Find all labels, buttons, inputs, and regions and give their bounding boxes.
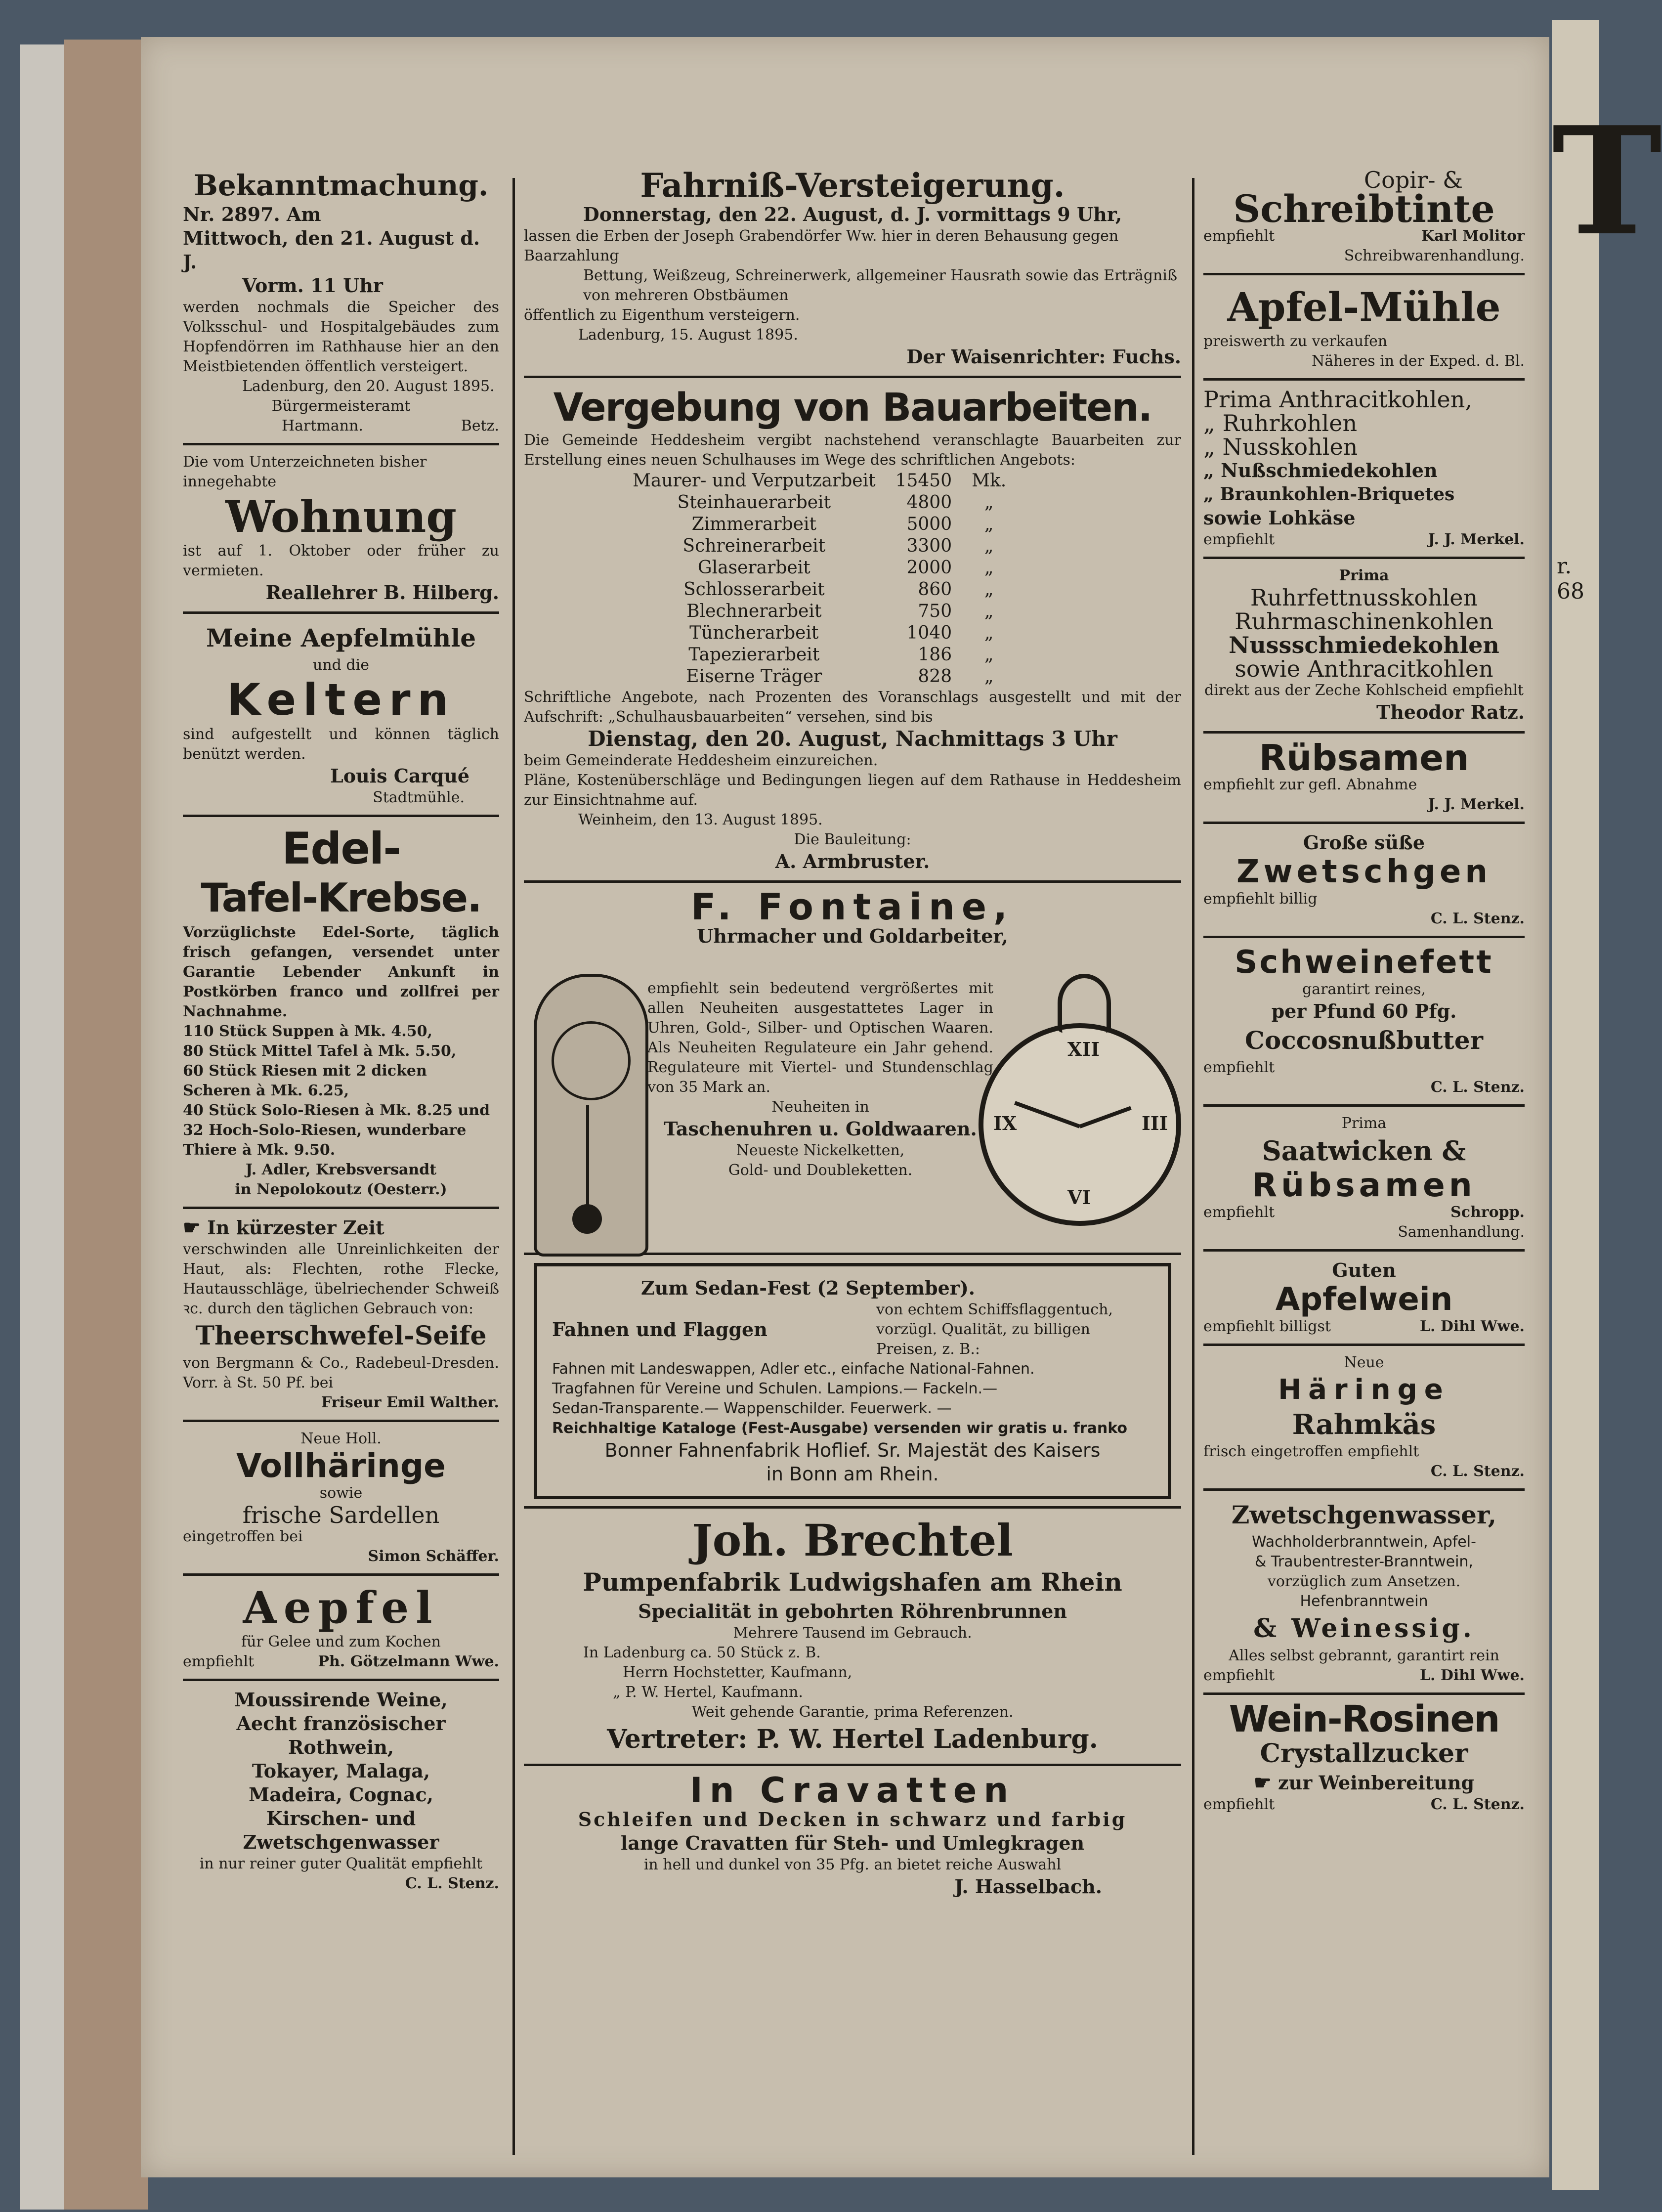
ad-line: „ P. W. Hertel, Kaufmann. <box>613 1684 803 1701</box>
cost-name: Glaserarbeit <box>697 558 810 578</box>
ad-line: eingetroffen bei <box>183 1528 303 1545</box>
divider <box>183 443 499 445</box>
ad-keltern <box>183 621 499 808</box>
ad-line: Wachholderbranntwein, Apfel- <box>1252 1533 1476 1551</box>
cost-unit: „ <box>984 536 994 556</box>
ad-title: Meine Aepfelmühle <box>206 623 476 652</box>
pointing-hand-icon: ☛ <box>1253 1771 1272 1794</box>
ad-subtitle: Pumpenfabrik Ludwigshafen am Rhein <box>583 1567 1122 1597</box>
ad-ruebsamen <box>1203 737 1525 815</box>
divider <box>524 1764 1181 1766</box>
cost-name: Maurer- und Verputzarbeit <box>633 471 876 491</box>
ad-line: per Pfund 60 Pfg. <box>1271 1000 1457 1022</box>
cost-unit: „ <box>984 666 994 687</box>
facing-page-letter: T <box>1552 94 1662 268</box>
column-2 <box>524 168 1181 1899</box>
ad-title: Tafel-Krebse. <box>201 875 481 921</box>
cost-name: Steinhauerarbeit <box>677 492 831 513</box>
ad-title: F. Fontaine, <box>690 886 1015 928</box>
ad-sign: in Nepolokoutz (Oesterr.) <box>235 1181 447 1198</box>
divider <box>524 376 1181 378</box>
ad-wohnung <box>183 452 499 605</box>
cost-unit: „ <box>984 601 994 621</box>
ad-fahrniss <box>524 168 1181 369</box>
ad-line: von echtem Schiffsflaggentuch, vorzügl. Qualität, zu billigen Preisen, z. B.: <box>876 1301 1113 1358</box>
ad-line: Moussirende Weine, <box>234 1689 448 1711</box>
ad-body: verschwinden alle Unreinlichkeiten der Haut, als: Flechten, rothe Flecke, Hautausschläge, übelriechender Schweiß ꝛc. durch den täglichen Gebrauch von: <box>183 1241 499 1317</box>
divider <box>1203 1249 1525 1252</box>
ad-sign: L. Dihl Wwe. <box>1419 1667 1525 1684</box>
ad-line: In Ladenburg ca. 50 Stück z. B. <box>583 1644 821 1661</box>
page-edge-stack <box>64 40 148 2210</box>
ad-line: Fahnen und Flaggen <box>552 1318 767 1341</box>
cost-row <box>633 622 1026 644</box>
ad-line: Saatwicken & <box>1262 1135 1466 1167</box>
cost-row <box>633 535 1026 557</box>
ad-line: lange Cravatten für Steh- und Umlegkragen <box>620 1832 1085 1854</box>
cost-value: 860 <box>918 579 952 600</box>
page-edge <box>20 44 64 2210</box>
divider <box>183 1573 499 1576</box>
ad-title: Vergebung von Bauarbeiten. <box>553 386 1152 430</box>
ad-line: Coccosnußbutter <box>1245 1026 1483 1055</box>
ad-sign: Karl Molitor <box>1421 227 1525 245</box>
watch-numeral: XII <box>1067 1038 1100 1060</box>
ad-fahnen <box>534 1263 1171 1499</box>
ad-zwetschgen <box>1203 831 1525 929</box>
ad-line: empfiehlt <box>1203 531 1275 548</box>
ad-krebse <box>183 824 499 1200</box>
ad-sign: J. Adler, Krebsversandt <box>245 1161 437 1178</box>
ad-body: sind aufgestellt und können täglich benützt werden. <box>183 726 499 763</box>
ad-vollhaeringe <box>183 1429 499 1566</box>
ad-title: Häringe <box>1278 1374 1450 1406</box>
divider <box>524 1506 1181 1509</box>
ad-line: Ruhrmaschinenkohlen <box>1235 608 1493 635</box>
ad-line: Prima <box>1341 1115 1387 1132</box>
ad-line: Crystallzucker <box>1260 1738 1468 1769</box>
ad-line: Herrn Hochstetter, Kaufmann, <box>623 1664 852 1681</box>
ad-title: Apfelwein <box>1275 1281 1453 1318</box>
ad-line: Copir- & <box>1364 167 1463 193</box>
divider <box>1203 1344 1525 1346</box>
divider <box>1203 557 1525 559</box>
ad-sign: C. L. Stenz. <box>1430 910 1525 927</box>
ad-schweinefett <box>1203 945 1525 1097</box>
column-rule-1 <box>512 178 515 2155</box>
ad-subtitle: Uhrmacher und Goldarbeiter, <box>697 925 1008 947</box>
cost-unit: „ <box>984 623 994 643</box>
ad-weinrosinen <box>1203 1698 1525 1815</box>
price-line: 60 Stück Riesen mit 2 dicken Scheren à Mk. 6.25, <box>183 1062 427 1099</box>
ad-line: Madeira, Cognac, <box>249 1783 433 1806</box>
ad-body: Vorzüglichste Edel-Sorte, täglich frisch gefangen, versendet unter Garantie Lebender Ankunft in Postkörben franco und zollfrei per Nachnahme. <box>183 924 499 1020</box>
price-line: 110 Stück Suppen à Mk. 4.50, <box>183 1023 432 1040</box>
ad-sign: Der Waisenrichter: Fuchs. <box>906 346 1181 368</box>
ad-sign: Schropp. <box>1450 1204 1525 1221</box>
ad-sign: Stadtmühle. <box>373 789 465 806</box>
ad-sign: Reallehrer B. Hilberg. <box>265 581 499 604</box>
ad-line: Reichhaltige Kataloge (Fest-Ausgabe) versenden wir gratis u. franko <box>552 1420 1127 1437</box>
cost-value: 750 <box>918 601 952 621</box>
ad-sign: Die Bauleitung: <box>794 831 911 848</box>
cost-value: 3300 <box>906 536 952 556</box>
ad-line: Aecht französischer Rothwein, <box>236 1712 446 1758</box>
ad-date: Ladenburg, 15. August 1895. <box>578 326 798 344</box>
ad-line: frisch eingetroffen empfiehlt <box>1203 1443 1419 1460</box>
ad-line: Nussschmiedekohlen <box>1229 632 1499 658</box>
ad-sign: J. J. Merkel. <box>1428 796 1525 813</box>
ad-sign: Hartmann. <box>282 417 363 434</box>
ad-title: Aepfel <box>243 1582 439 1633</box>
ad-date: Ladenburg, den 20. August 1895. <box>242 378 495 395</box>
ad-line: Kirschen- und <box>266 1807 416 1829</box>
ad-line: direkt aus der Zeche Kohlscheid empfiehlt <box>1204 682 1524 699</box>
ad-line: Guten <box>1332 1259 1396 1281</box>
ad-line: „ Ruhrkohlen <box>1203 410 1358 436</box>
ad-line: Sedan-Transparente.— Wappenschilder. Feuerwerk. — <box>552 1400 952 1417</box>
ad-line: Näheres in der Exped. d. Bl. <box>1311 352 1525 370</box>
divider <box>183 1207 499 1209</box>
cost-unit: „ <box>984 579 994 600</box>
ad-line: Weit gehende Garantie, prima Referenzen. <box>691 1703 1014 1721</box>
ad-line: frische Sardellen <box>242 1502 440 1528</box>
divider <box>183 1679 499 1681</box>
ad-line: garantirt reines, <box>1302 981 1426 998</box>
cost-value: 4800 <box>906 492 952 513</box>
ad-line: „ Nusskohlen <box>1203 434 1358 460</box>
column-rule-2 <box>1192 178 1194 2155</box>
ad-sign: Bürgermeisteramt <box>271 397 411 415</box>
ad-body: werden nochmals die Speicher des Volksschul- und Hospitalgebäudes zum Hopfendörren im Rathhause hier an den Meistbietenden öffentlich versteigert. <box>183 299 499 375</box>
ad-line: Bonner Fahnenfabrik Hoflief. Sr. Majestät des Kaisers <box>604 1439 1101 1461</box>
ad-body: von Bergmann & Co., Radebeul-Dresden. Vorr. à St. 50 Pf. bei <box>183 1354 499 1391</box>
ad-sign: Vertreter: P. W. Hertel Ladenburg. <box>607 1724 1098 1754</box>
ad-body: empfiehlt sein bedeutend vergrößertes mit allen Neuheiten ausgestattetes Lager in Uhren, Gold-, Silber- und Optischen Waaren. Als Neuheiten Regulateure ein Jahr gehend. Regulateure mit Viertel- und Stundenschlag von 35 Mark an. <box>647 980 993 1096</box>
ad-line: Fahnen mit Landeswappen, Adler etc., einfache National-Fahnen. <box>552 1360 1035 1378</box>
cost-table <box>633 470 1026 688</box>
ad-line: „ Braunkohlen-Briquetes <box>1203 484 1455 505</box>
ad-sign: Schreibwarenhandlung. <box>1344 247 1525 264</box>
ad-title: Rübsamen <box>1259 737 1469 779</box>
ad-line: zur Weinbereitung <box>1278 1772 1475 1794</box>
ad-sign: C. L. Stenz. <box>1430 1079 1525 1096</box>
watch-numeral: IX <box>993 1112 1017 1134</box>
column-3 <box>1203 168 1525 1815</box>
divider <box>1203 936 1525 938</box>
ad-line: Tragfahnen für Vereine und Schulen. Lampions.— Fackeln.— <box>552 1380 998 1397</box>
ad-line: Große süße <box>1303 831 1425 854</box>
wall-clock-image <box>534 974 648 1257</box>
cost-row <box>633 666 1026 688</box>
ad-line: Neue <box>1344 1354 1384 1371</box>
ad-line: Hefenbranntwein <box>1300 1593 1428 1610</box>
ad-line: Neuheiten in <box>771 1098 869 1116</box>
cost-row <box>633 514 1026 535</box>
ad-line: „ Nußschmiedekohlen <box>1203 459 1438 481</box>
ad-title: Bekanntmachung. <box>193 169 489 202</box>
ad-title: Zwetschgenwasser, <box>1231 1500 1497 1529</box>
cost-name: Tapezierarbeit <box>688 645 820 665</box>
facing-page-edge <box>1552 20 1662 2190</box>
cost-row <box>633 601 1026 622</box>
divider <box>1203 378 1525 381</box>
ad-sign: Louis Carqué <box>330 765 469 787</box>
ad-haeringe <box>1203 1353 1525 1481</box>
column-1 <box>183 168 499 1894</box>
ad-line: Taschenuhren u. Goldwaaren. <box>664 1118 977 1140</box>
ad-brechtel <box>524 1516 1181 1757</box>
cost-value: 1040 <box>906 623 952 643</box>
ad-seife <box>183 1216 499 1413</box>
ad-line: Mehrere Tausend im Gebrauch. <box>733 1624 972 1642</box>
cost-value: 828 <box>918 666 952 687</box>
ad-sign: C. L. Stenz. <box>1430 1463 1525 1480</box>
ad-body: ist auf 1. Oktober oder früher zu vermieten. <box>183 542 499 579</box>
cost-name: Eiserne Träger <box>686 666 822 687</box>
ad-body: lassen die Erben der Joseph Grabendörfer Ww. hier in deren Behausung gegen Baarzahlung <box>524 227 1119 264</box>
ad-line: empfiehlt billigst <box>1203 1318 1331 1335</box>
ad-line: empfiehlt <box>1203 1059 1275 1076</box>
cost-name: Zimmerarbeit <box>691 514 816 534</box>
ad-body: öffentlich zu Eigenthum versteigern. <box>524 306 800 324</box>
ad-line: Prima <box>1339 567 1389 584</box>
ad-title: Rübsamen <box>1252 1166 1476 1204</box>
ad-line: sowie <box>319 1484 363 1502</box>
ad-ruhrkohlen <box>1203 566 1525 724</box>
price-line: 80 Stück Mittel Tafel à Mk. 5.50, <box>183 1042 457 1060</box>
cost-row <box>633 470 1026 492</box>
ad-body: Pläne, Kostenüberschläge und Bedingungen liegen auf dem Rathause in Heddesheim zur Einsichtnahme auf. <box>524 772 1181 809</box>
ad-line: in hell und dunkel von 35 Pfg. an bietet reiche Auswahl <box>643 1856 1062 1873</box>
ad-body: Schriftliche Angebote, nach Prozenten des Voranschlags ausgestellt und mit der Aufschrift: „Schulhausbauarbeiten“ versehen, sind bis <box>524 689 1181 726</box>
cost-name: Schlosserarbeit <box>683 579 825 600</box>
ad-branntwein <box>1203 1498 1525 1686</box>
divider <box>1203 822 1525 824</box>
ad-title: Zwetschgen <box>1236 854 1492 890</box>
divider <box>1203 1488 1525 1491</box>
divider <box>1203 731 1525 734</box>
ad-title: In Cravatten <box>689 1770 1016 1811</box>
ad-line: in Bonn am Rhein. <box>766 1463 939 1485</box>
ad-line: Tokayer, Malaga, <box>252 1760 430 1782</box>
ad-vergebung <box>524 385 1181 873</box>
ad-sign: C. L. Stenz. <box>1430 1796 1525 1813</box>
ad-line: & Weinessig. <box>1253 1613 1475 1644</box>
ad-line: sowie Anthracitkohlen <box>1235 655 1493 682</box>
ad-deadline: Dienstag, den 20. August, Nachmittags 3 Uhr <box>588 727 1117 751</box>
cost-name: Blechnerarbeit <box>686 601 822 621</box>
ad-sign: A. Armbruster. <box>775 850 930 872</box>
ad-line: empfiehlt <box>1203 1667 1275 1684</box>
cost-value: 15450 <box>895 471 952 491</box>
cost-unit: „ <box>984 492 994 513</box>
cost-row <box>633 644 1026 666</box>
ad-sign: C. L. Stenz. <box>405 1875 499 1892</box>
cost-name: Schreinerarbeit <box>682 536 826 556</box>
ad-title: In kürzester Zeit <box>207 1216 384 1239</box>
ad-line: Neueste Nickelketten, <box>736 1142 905 1159</box>
watch-numeral: VI <box>1067 1186 1091 1209</box>
ad-line: empfiehlt <box>1203 1204 1275 1221</box>
ad-title: Vollhäringe <box>236 1447 446 1485</box>
cost-value: 186 <box>918 645 952 665</box>
ad-title: Schreibtinte <box>1233 187 1495 231</box>
ad-line: Vorm. 11 Uhr <box>242 274 383 297</box>
price-line: 40 Stück Solo-Riesen à Mk. 8.25 und <box>183 1102 490 1119</box>
ad-bekanntmachung <box>183 168 499 436</box>
divider <box>1203 1692 1525 1695</box>
watch-numeral: III <box>1142 1112 1168 1134</box>
ad-line: empfiehlt <box>1203 227 1275 245</box>
cost-name: Tüncherarbeit <box>689 623 819 643</box>
ad-sign: Ph. Götzelmann Wwe. <box>318 1653 499 1670</box>
ad-body: Die vom Unterzeichneten bisher innegehabte <box>183 453 427 490</box>
ad-title: Wein-Rosinen <box>1229 1698 1499 1740</box>
ad-line: Mittwoch, den 21. August d. J. <box>183 227 480 273</box>
ad-line: empfiehlt <box>183 1653 255 1670</box>
ad-line: empfiehlt zur gefl. Abnahme <box>1203 776 1417 793</box>
ad-line: preiswerth zu verkaufen <box>1203 333 1388 350</box>
ad-sign: J. Hasselbach. <box>954 1875 1102 1898</box>
ad-title: Wohnung <box>225 491 457 542</box>
divider <box>1203 273 1525 275</box>
ad-line: Prima Anthracitkohlen, <box>1203 386 1473 413</box>
ad-title: Apfel-Mühle <box>1227 284 1501 330</box>
ad-sign: Friseur Emil Walther. <box>321 1394 499 1411</box>
ad-line: Nr. 2897. Am <box>183 203 321 225</box>
ad-line: Alles selbst gebrannt, garantirt rein <box>1229 1647 1499 1664</box>
facing-page-number: r. 68 <box>1557 554 1584 604</box>
ad-line: Zwetschgenwasser <box>243 1831 439 1853</box>
ad-sign: Simon Schäffer. <box>368 1548 499 1565</box>
ad-aepfel <box>183 1583 499 1672</box>
ad-line: sowie Lohkäse <box>1203 507 1356 529</box>
cost-row <box>633 557 1026 579</box>
divider <box>1203 1104 1525 1107</box>
cost-value: 5000 <box>906 514 952 534</box>
ad-kohlen-merkel <box>1203 388 1525 550</box>
ad-line: vorzüglich zum Ansetzen. <box>1267 1573 1461 1590</box>
ad-sign: L. Dihl Wwe. <box>1419 1318 1525 1335</box>
ad-sign: Samenhandlung. <box>1398 1223 1525 1241</box>
cost-row <box>633 579 1026 601</box>
ad-cravatten <box>524 1770 1181 1899</box>
ad-title: Edel- <box>282 823 400 874</box>
pointing-hand-icon: ☛ <box>183 1216 201 1239</box>
ad-line: & Traubentrester-Branntwein, <box>1255 1553 1473 1570</box>
divider <box>183 1420 499 1422</box>
ad-apfelmuehle <box>1203 282 1525 371</box>
ad-title: Keltern <box>226 674 456 725</box>
ad-line: Specialität in gebohrten Röhrenbrunnen <box>638 1600 1067 1622</box>
cost-unit: Mk. <box>972 471 1007 491</box>
ad-line: für Gelee und zum Kochen <box>241 1633 441 1650</box>
ad-line: empfiehlt <box>1203 1796 1275 1813</box>
ad-body: Die Gemeinde Heddesheim vergibt nachstehend veranschlagte Bauarbeiten zur Erstellung eines neuen Schulhauses im Wege des schriftlichen Angebots: <box>524 432 1181 469</box>
ad-line: und die <box>313 656 369 674</box>
ad-line: Neue Holl. <box>300 1430 382 1447</box>
cost-unit: „ <box>984 558 994 578</box>
ad-sign: Theodor Ratz. <box>1376 701 1525 723</box>
ad-sign: Betz. <box>461 417 499 434</box>
ad-weine <box>183 1688 499 1894</box>
ad-body: beim Gemeinderate Heddesheim einzureichen. <box>524 752 878 769</box>
ad-date: Weinheim, den 13. August 1895. <box>578 811 823 828</box>
divider <box>183 611 499 614</box>
ad-body: Bettung, Weißzeug, Schreinerwerk, allgemeiner Hausrath sowie das Erträgniß von mehreren Obstbäumen <box>583 267 1177 304</box>
ad-title: Zum Sedan-Fest (2 September). <box>641 1277 976 1299</box>
divider <box>524 880 1181 883</box>
fontaine-text <box>647 979 993 1180</box>
ad-line: empfiehlt billig <box>1203 890 1318 908</box>
ad-fontaine <box>524 886 1181 1246</box>
ad-line: Ruhrfettnusskohlen <box>1250 584 1478 611</box>
ad-line: Donnerstag, den 22. August, d. J. vormittags 9 Uhr, <box>583 203 1122 225</box>
ad-sign: J. J. Merkel. <box>1428 531 1525 548</box>
ad-title: Rahmkäs <box>1292 1408 1436 1441</box>
cost-row <box>633 492 1026 514</box>
ad-title: Theerschwefel-Seife <box>195 1321 487 1351</box>
ad-line: in nur reiner guter Qualität empfiehlt <box>199 1855 483 1872</box>
ad-saatwicken <box>1203 1114 1525 1242</box>
ad-title: Joh. Brechtel <box>692 1515 1013 1566</box>
ad-line: Schleifen und Decken in schwarz und farbig <box>578 1808 1127 1830</box>
ad-line: Gold- und Doubleketten. <box>728 1162 913 1179</box>
pocket-watch-image <box>979 1023 1181 1226</box>
cost-unit: „ <box>984 645 994 665</box>
price-line: 32 Hoch-Solo-Riesen, wunderbare Thiere à Mk. 9.50. <box>183 1122 467 1159</box>
divider <box>183 815 499 817</box>
ad-apfelwein <box>1203 1258 1525 1337</box>
ad-tinte <box>1203 168 1525 266</box>
ad-title: Fahrniß-Versteigerung. <box>640 166 1065 205</box>
cost-value: 2000 <box>906 558 952 578</box>
cost-unit: „ <box>984 514 994 534</box>
ad-title: Schweinefett <box>1235 944 1493 981</box>
